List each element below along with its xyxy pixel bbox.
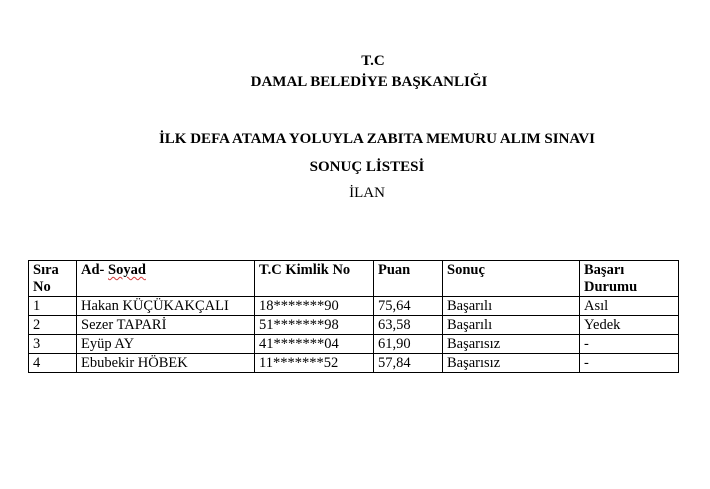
header-sira-line1: Sıra	[33, 262, 59, 278]
cell-durum: Asıl	[580, 297, 679, 316]
cell-name: Eyüp AY	[77, 335, 255, 354]
cell-no: 4	[29, 354, 77, 373]
cell-tc: 41*******04	[255, 335, 374, 354]
header-tc: T.C	[361, 53, 385, 69]
header-basari-durumu	[580, 261, 679, 297]
table-header-row	[29, 261, 679, 297]
cell-tc: 51*******98	[255, 316, 374, 335]
header-tc-kimlik: T.C Kimlik No	[255, 261, 374, 297]
cell-sonuc: Başarısız	[443, 354, 580, 373]
header-sira-line2: No	[33, 279, 51, 295]
header-institution: DAMAL BELEDİYE BAŞKANLIĞI	[250, 74, 488, 90]
cell-durum: -	[580, 354, 679, 373]
results-table	[28, 260, 679, 373]
cell-puan: 61,90	[374, 335, 443, 354]
cell-sonuc: Başarılı	[443, 316, 580, 335]
table-row	[29, 335, 679, 354]
cell-sonuc: Başarılı	[443, 297, 580, 316]
cell-no: 3	[29, 335, 77, 354]
header-basari-line2: Durumu	[584, 279, 638, 295]
cell-name: Hakan KÜÇÜKAKÇALI	[77, 297, 255, 316]
announcement-label: İLAN	[349, 185, 385, 201]
exam-title: İLK DEFA ATAMA YOLUYLA ZABITA MEMURU ALIM SINAVI	[158, 131, 596, 147]
cell-puan: 57,84	[374, 354, 443, 373]
header-sonuc: Sonuç	[443, 261, 580, 297]
cell-sonuc: Başarısız	[443, 335, 580, 354]
cell-tc: 11*******52	[255, 354, 374, 373]
table-row	[29, 316, 679, 335]
cell-name: Ebubekir HÖBEK	[77, 354, 255, 373]
cell-puan: 63,58	[374, 316, 443, 335]
cell-puan: 75,64	[374, 297, 443, 316]
cell-tc: 18*******90	[255, 297, 374, 316]
cell-durum: -	[580, 335, 679, 354]
table-row	[29, 297, 679, 316]
cell-durum: Yedek	[580, 316, 679, 335]
header-ad-prefix: Ad-	[81, 262, 108, 278]
header-basari-line1: Başarı	[584, 262, 625, 278]
cell-no: 1	[29, 297, 77, 316]
results-list-title: SONUÇ LİSTESİ	[309, 159, 425, 175]
header-puan: Puan	[374, 261, 443, 297]
header-ad-word: Soyad	[108, 262, 146, 278]
cell-no: 2	[29, 316, 77, 335]
header-ad-soyad	[77, 261, 255, 297]
table-row	[29, 354, 679, 373]
cell-name: Sezer TAPARİ	[77, 316, 255, 335]
header-sira-no	[29, 261, 77, 297]
